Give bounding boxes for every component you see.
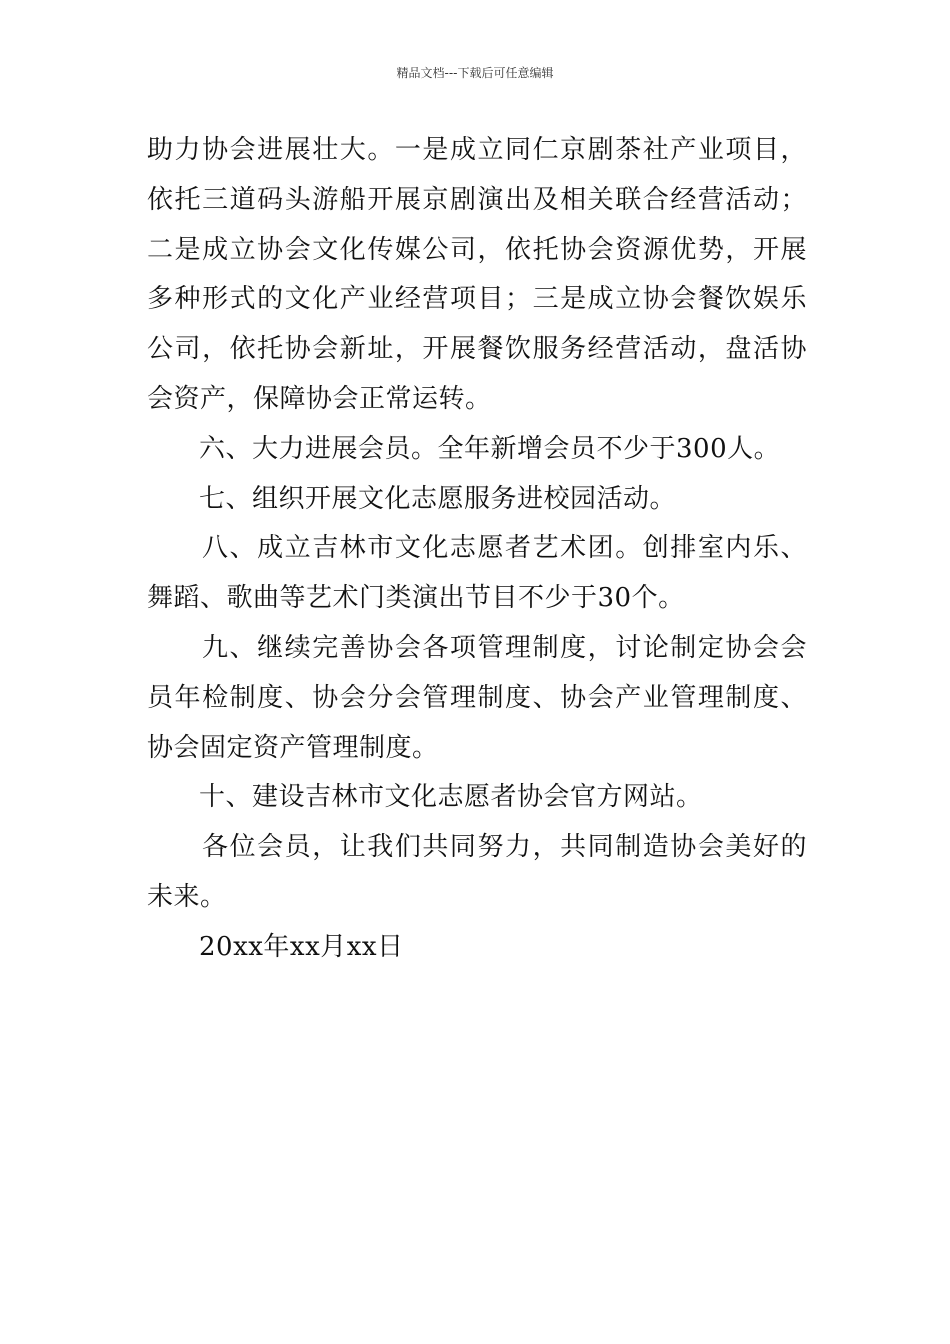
page-header: 精品文档---下载后可任意编辑 bbox=[396, 66, 554, 80]
paragraph-item-10: 十、建设吉林市文化志愿者协会官方网站。 bbox=[199, 782, 703, 813]
paragraph-item-8: 八、成立吉林市文化志愿者艺术团。创排室内乐、舞蹈、歌曲等艺术门类演出节目不少于30个。 bbox=[147, 533, 807, 614]
document-body bbox=[147, 126, 807, 973]
paragraph-item-6: 六、大力进展会员。全年新增会员不少于300人。 bbox=[199, 433, 781, 464]
document-date: 20xx年xx月xx日 bbox=[199, 931, 404, 962]
paragraph-item-9: 九、继续完善协会各项管理制度，讨论制定协会会员年检制度、协会分会管理制度、协会产业管理制度、协会固定资产管理制度。 bbox=[147, 632, 807, 763]
paragraph-continuation: 助力协会进展壮大。一是成立同仁京剧茶社产业项目，依托三道码头游船开展京剧演出及相关联合经营活动；二是成立协会文化传媒公司，依托协会资源优势，开展多种形式的文化产业经营项目；三是成立协会餐饮娱乐公司，依托协会新址，开展餐饮服务经营活动，盘活协会资产，保障协会正常运转。 bbox=[147, 135, 807, 414]
paragraph-closing: 各位会员，让我们共同努力，共同制造协会美好的未来。 bbox=[147, 832, 807, 912]
paragraph-item-7: 七、组织开展文化志愿服务进校园活动。 bbox=[199, 483, 677, 514]
